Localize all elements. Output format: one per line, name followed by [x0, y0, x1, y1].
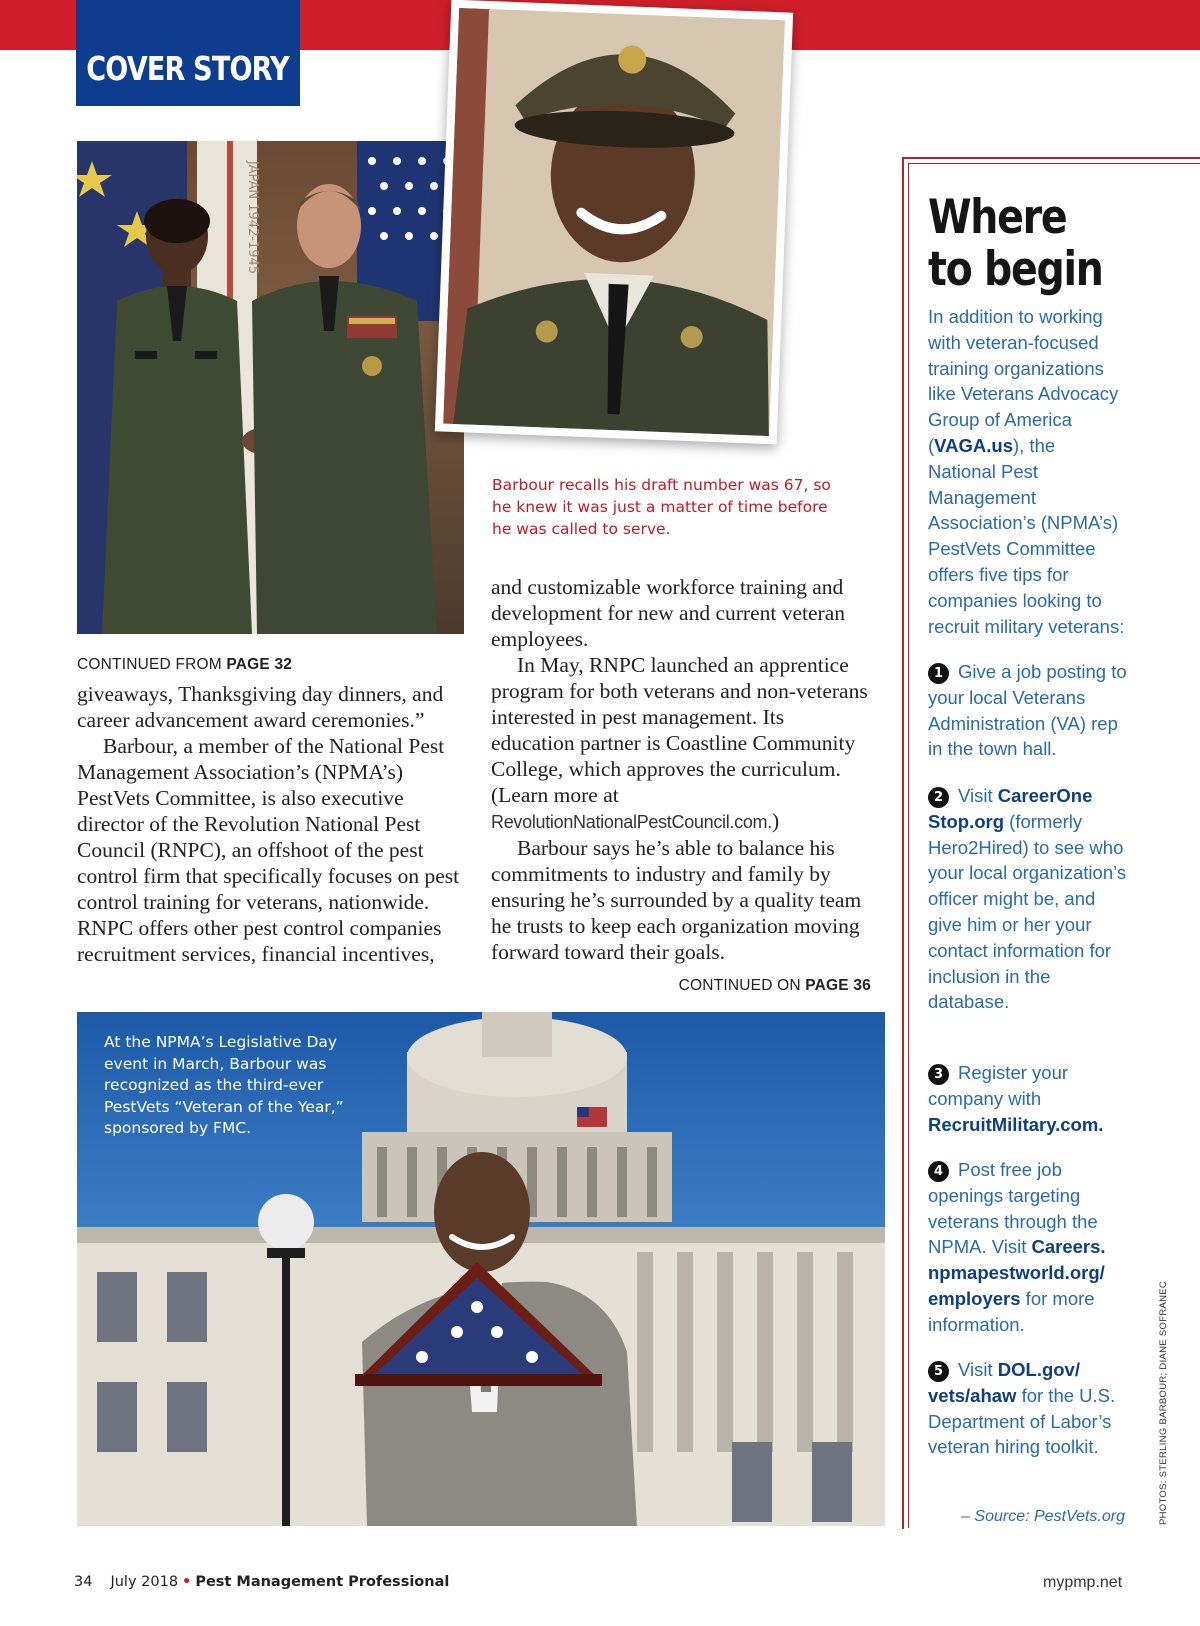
col2-paragraph-2: [491, 652, 871, 835]
tip-5-text: Visit: [958, 1359, 998, 1380]
capitol-caption: At the NPMA’s Legislative Day event in March, Barbour was recognized as the third-ever PestVets “Veteran of the Year,” sponsored by FMC.: [104, 1033, 344, 1137]
sidebar-title-line-2: to begin: [928, 242, 1103, 297]
section-label-tab: [76, 0, 300, 106]
sidebar-title-line-1: Where: [928, 190, 1067, 245]
tip-3-text: Register your company with: [928, 1062, 1069, 1109]
continued-on: [491, 973, 871, 999]
tip-5-text-2: for the U.S. Department of Labor’s veteran hiring toolkit.: [928, 1384, 1116, 1458]
issue-date: July 2018: [110, 1574, 179, 1590]
ceremony-illustration: [77, 141, 464, 634]
col2-paragraph-2-close: ): [771, 809, 780, 833]
npma-careers-link[interactable]: Careers. npmapestworld.org/ employers: [928, 1236, 1106, 1309]
continued-on-label: CONTINUED ON: [678, 977, 801, 994]
tip-4-text-2: for more information.: [928, 1287, 1095, 1335]
tip-number-1: 1: [928, 663, 949, 684]
tip-4-text: Post free job openings targeting veterans through the NPMA. Visit: [928, 1159, 1098, 1258]
article-column-2: [491, 574, 871, 999]
portrait-photo: [435, 0, 793, 444]
tip-number-2: 2: [928, 787, 949, 808]
tip-number-3: 3: [928, 1064, 949, 1085]
website-link[interactable]: mypmp.net: [1043, 1574, 1123, 1591]
capitol-photo: [77, 1012, 885, 1526]
recruitmilitary-link[interactable]: RecruitMilitary.com.: [928, 1113, 1104, 1135]
col1-paragraph-1: giveaways, Thanksgiving day dinners, and career advancement award ceremonies.”: [77, 682, 444, 732]
photo-credit: PHOTOS: STERLING BARBOUR; DIANE SOFRANEC: [1158, 1280, 1169, 1525]
section-label: COVER STORY: [86, 49, 290, 88]
portrait-illustration: [443, 8, 785, 436]
col2-paragraph-2-text: In May, RNPC launched an apprentice program for both veterans and non-veterans interested in pest management. Its education partner is Coastline Community College, which approves the curriculum. (Learn more at: [491, 653, 868, 807]
magazine-name: Pest Management Professional: [195, 1574, 450, 1590]
continued-from-label: CONTINUED FROM: [77, 656, 222, 673]
continued-on-page: PAGE 36: [805, 977, 871, 994]
tip-1-text: Give a job posting to your local Veterans Administration (VA) rep in the town hall.: [928, 661, 1127, 760]
bullet-separator: •: [182, 1574, 192, 1590]
tip-5: [928, 1357, 1128, 1460]
footer-left: [74, 1574, 449, 1590]
col1-paragraph-2: Barbour, a member of the National Pest Management Association’s (NPMA’s) PestVets Committee, is also executive director of the Revolution National Pest Council (RNPC), an offshoot of the pest control firm that specifically focuses on pest control training for veterans, nationwide. RNPC offers other pest control companies recruitment services, financial incentives,: [77, 734, 460, 966]
dol-link[interactable]: DOL.gov/ vets/ahaw: [928, 1359, 1080, 1406]
sidebar-intro-text: In addition to working with veteran-focused training organizations like Veterans Advocacy Group of America (: [928, 306, 1119, 456]
page-number: 34: [74, 1574, 93, 1590]
rnpc-url-link[interactable]: RevolutionNationalPestCouncil.com.: [491, 812, 772, 832]
tip-1: [928, 659, 1128, 762]
tip-2-text-2: (formerly Hero2Hired) to see who your local organization’s officer might be, and give him or her your contact information for inclusion in the database.: [928, 810, 1127, 1013]
portrait-caption: Barbour recalls his draft number was 67, so he knew it was just a matter of time before he was called to serve.: [492, 476, 831, 538]
sidebar-intro-text-2: ), the National Pest Management Association’s (NPMA’s) PestVets Committee offers five tips for companies looking to recruit military veterans:: [928, 434, 1125, 637]
careeronestop-link[interactable]: CareerOne Stop.org: [928, 785, 1093, 832]
continued-from: [77, 652, 463, 678]
tip-2-text: Visit: [958, 785, 998, 806]
col2-paragraph-3: Barbour says he’s able to balance his commitments to industry and family by ensuring he’s surrounded by a quality team he trusts to keep each organization moving forward toward their goals.: [491, 836, 862, 964]
tip-2: [928, 783, 1128, 1015]
tip-4: [928, 1157, 1128, 1338]
vaga-link[interactable]: VAGA.us: [934, 434, 1013, 456]
tip-number-4: 4: [928, 1161, 949, 1182]
flag-streamer-text: JAPAN 1942-1945: [245, 161, 260, 275]
continued-from-page: PAGE 32: [226, 656, 293, 673]
tip-3: [928, 1060, 1128, 1137]
tip-number-5: 5: [928, 1361, 949, 1382]
sidebar-intro: [928, 304, 1128, 639]
sidebar-source: – Source: PestVets.org: [961, 1508, 1125, 1525]
article-column-1: [77, 652, 463, 967]
sidebar-title: [928, 192, 1146, 296]
col2-paragraph-1: and customizable workforce training and development for new and current veteran employees.: [491, 575, 845, 651]
ceremony-photo: [77, 141, 464, 634]
